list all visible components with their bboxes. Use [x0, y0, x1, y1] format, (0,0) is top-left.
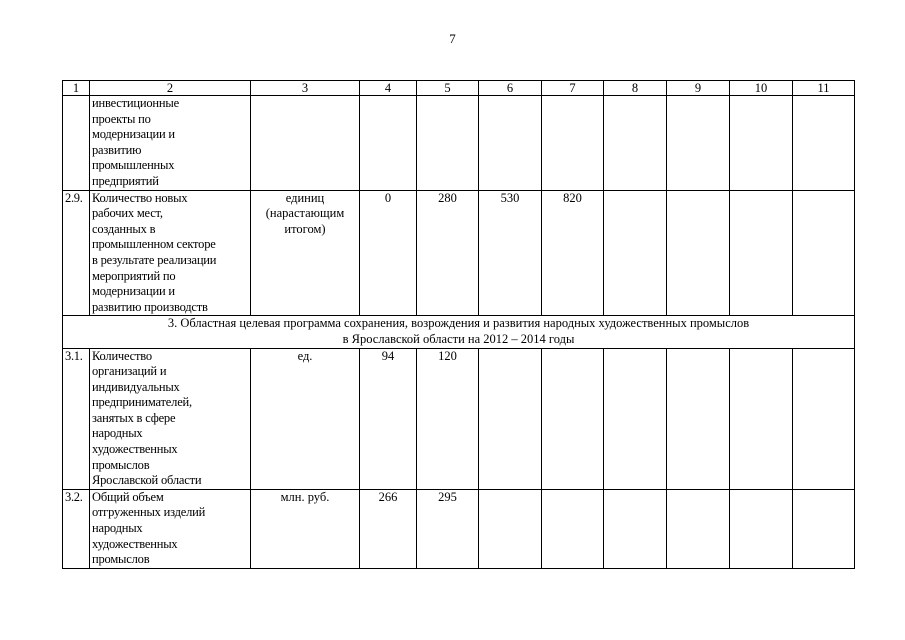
header-cell: 1	[63, 81, 90, 96]
header-cell: 8	[604, 81, 667, 96]
indicator-name-cell: инвестиционные проекты по модернизации и развитию промышленных предприятий	[90, 96, 251, 191]
value-cell	[730, 489, 793, 568]
section-heading-row	[63, 316, 855, 348]
value-cell	[542, 96, 604, 191]
value-cell	[542, 489, 604, 568]
header-cell: 11	[793, 81, 855, 96]
section-heading: 3. Областная целевая программа сохранения, возрождения и развития народных художественных промыслов в Ярославской области на 2012 – 2014 годы	[63, 316, 855, 348]
indicator-name-cell: Общий объем отгруженных изделий народных художественных промыслов	[90, 489, 251, 568]
value-cell	[730, 96, 793, 191]
value-cell	[604, 96, 667, 191]
value-cell	[793, 348, 855, 489]
value-cell	[730, 190, 793, 316]
header-cell: 5	[417, 81, 479, 96]
table-row	[63, 190, 855, 316]
table-row	[63, 489, 855, 568]
value-cell	[667, 348, 730, 489]
value-cell: 295	[417, 489, 479, 568]
table-row	[63, 348, 855, 489]
item-number-cell: 3.2.	[63, 489, 90, 568]
value-cell: 280	[417, 190, 479, 316]
value-cell: 0	[360, 190, 417, 316]
item-number-cell: 3.1.	[63, 348, 90, 489]
value-cell	[479, 348, 542, 489]
value-cell	[667, 489, 730, 568]
value-cell	[793, 190, 855, 316]
column-number-row	[63, 81, 855, 96]
value-cell	[793, 489, 855, 568]
value-cell	[604, 348, 667, 489]
item-number-cell: 2.9.	[63, 190, 90, 316]
header-cell: 10	[730, 81, 793, 96]
unit-cell: единиц (нарастающим итогом)	[251, 190, 360, 316]
unit-cell: ед.	[251, 348, 360, 489]
value-cell: 120	[417, 348, 479, 489]
value-cell	[479, 489, 542, 568]
value-cell: 530	[479, 190, 542, 316]
unit-cell: млн. руб.	[251, 489, 360, 568]
value-cell	[542, 348, 604, 489]
value-cell	[667, 190, 730, 316]
indicator-name-cell: Количество организаций и индивидуальных предпринимателей, занятых в сфере народных художественных промыслов Ярославской области	[90, 348, 251, 489]
value-cell: 94	[360, 348, 417, 489]
table-row	[63, 96, 855, 191]
header-cell: 4	[360, 81, 417, 96]
item-number-cell	[63, 96, 90, 191]
value-cell	[604, 190, 667, 316]
header-cell: 6	[479, 81, 542, 96]
header-cell: 2	[90, 81, 251, 96]
value-cell: 820	[542, 190, 604, 316]
header-cell: 7	[542, 81, 604, 96]
header-cell: 9	[667, 81, 730, 96]
value-cell	[604, 489, 667, 568]
value-cell	[793, 96, 855, 191]
indicator-name-cell: Количество новых рабочих мест, созданных в промышленном секторе в результате реализации мероприятий по модернизации и развитию производств	[90, 190, 251, 316]
indicators-table	[62, 80, 855, 569]
value-cell	[667, 96, 730, 191]
value-cell: 266	[360, 489, 417, 568]
value-cell	[479, 96, 542, 191]
page-number: 7	[449, 31, 456, 46]
unit-cell	[251, 96, 360, 191]
value-cell	[417, 96, 479, 191]
value-cell	[360, 96, 417, 191]
header-cell: 3	[251, 81, 360, 96]
value-cell	[730, 348, 793, 489]
